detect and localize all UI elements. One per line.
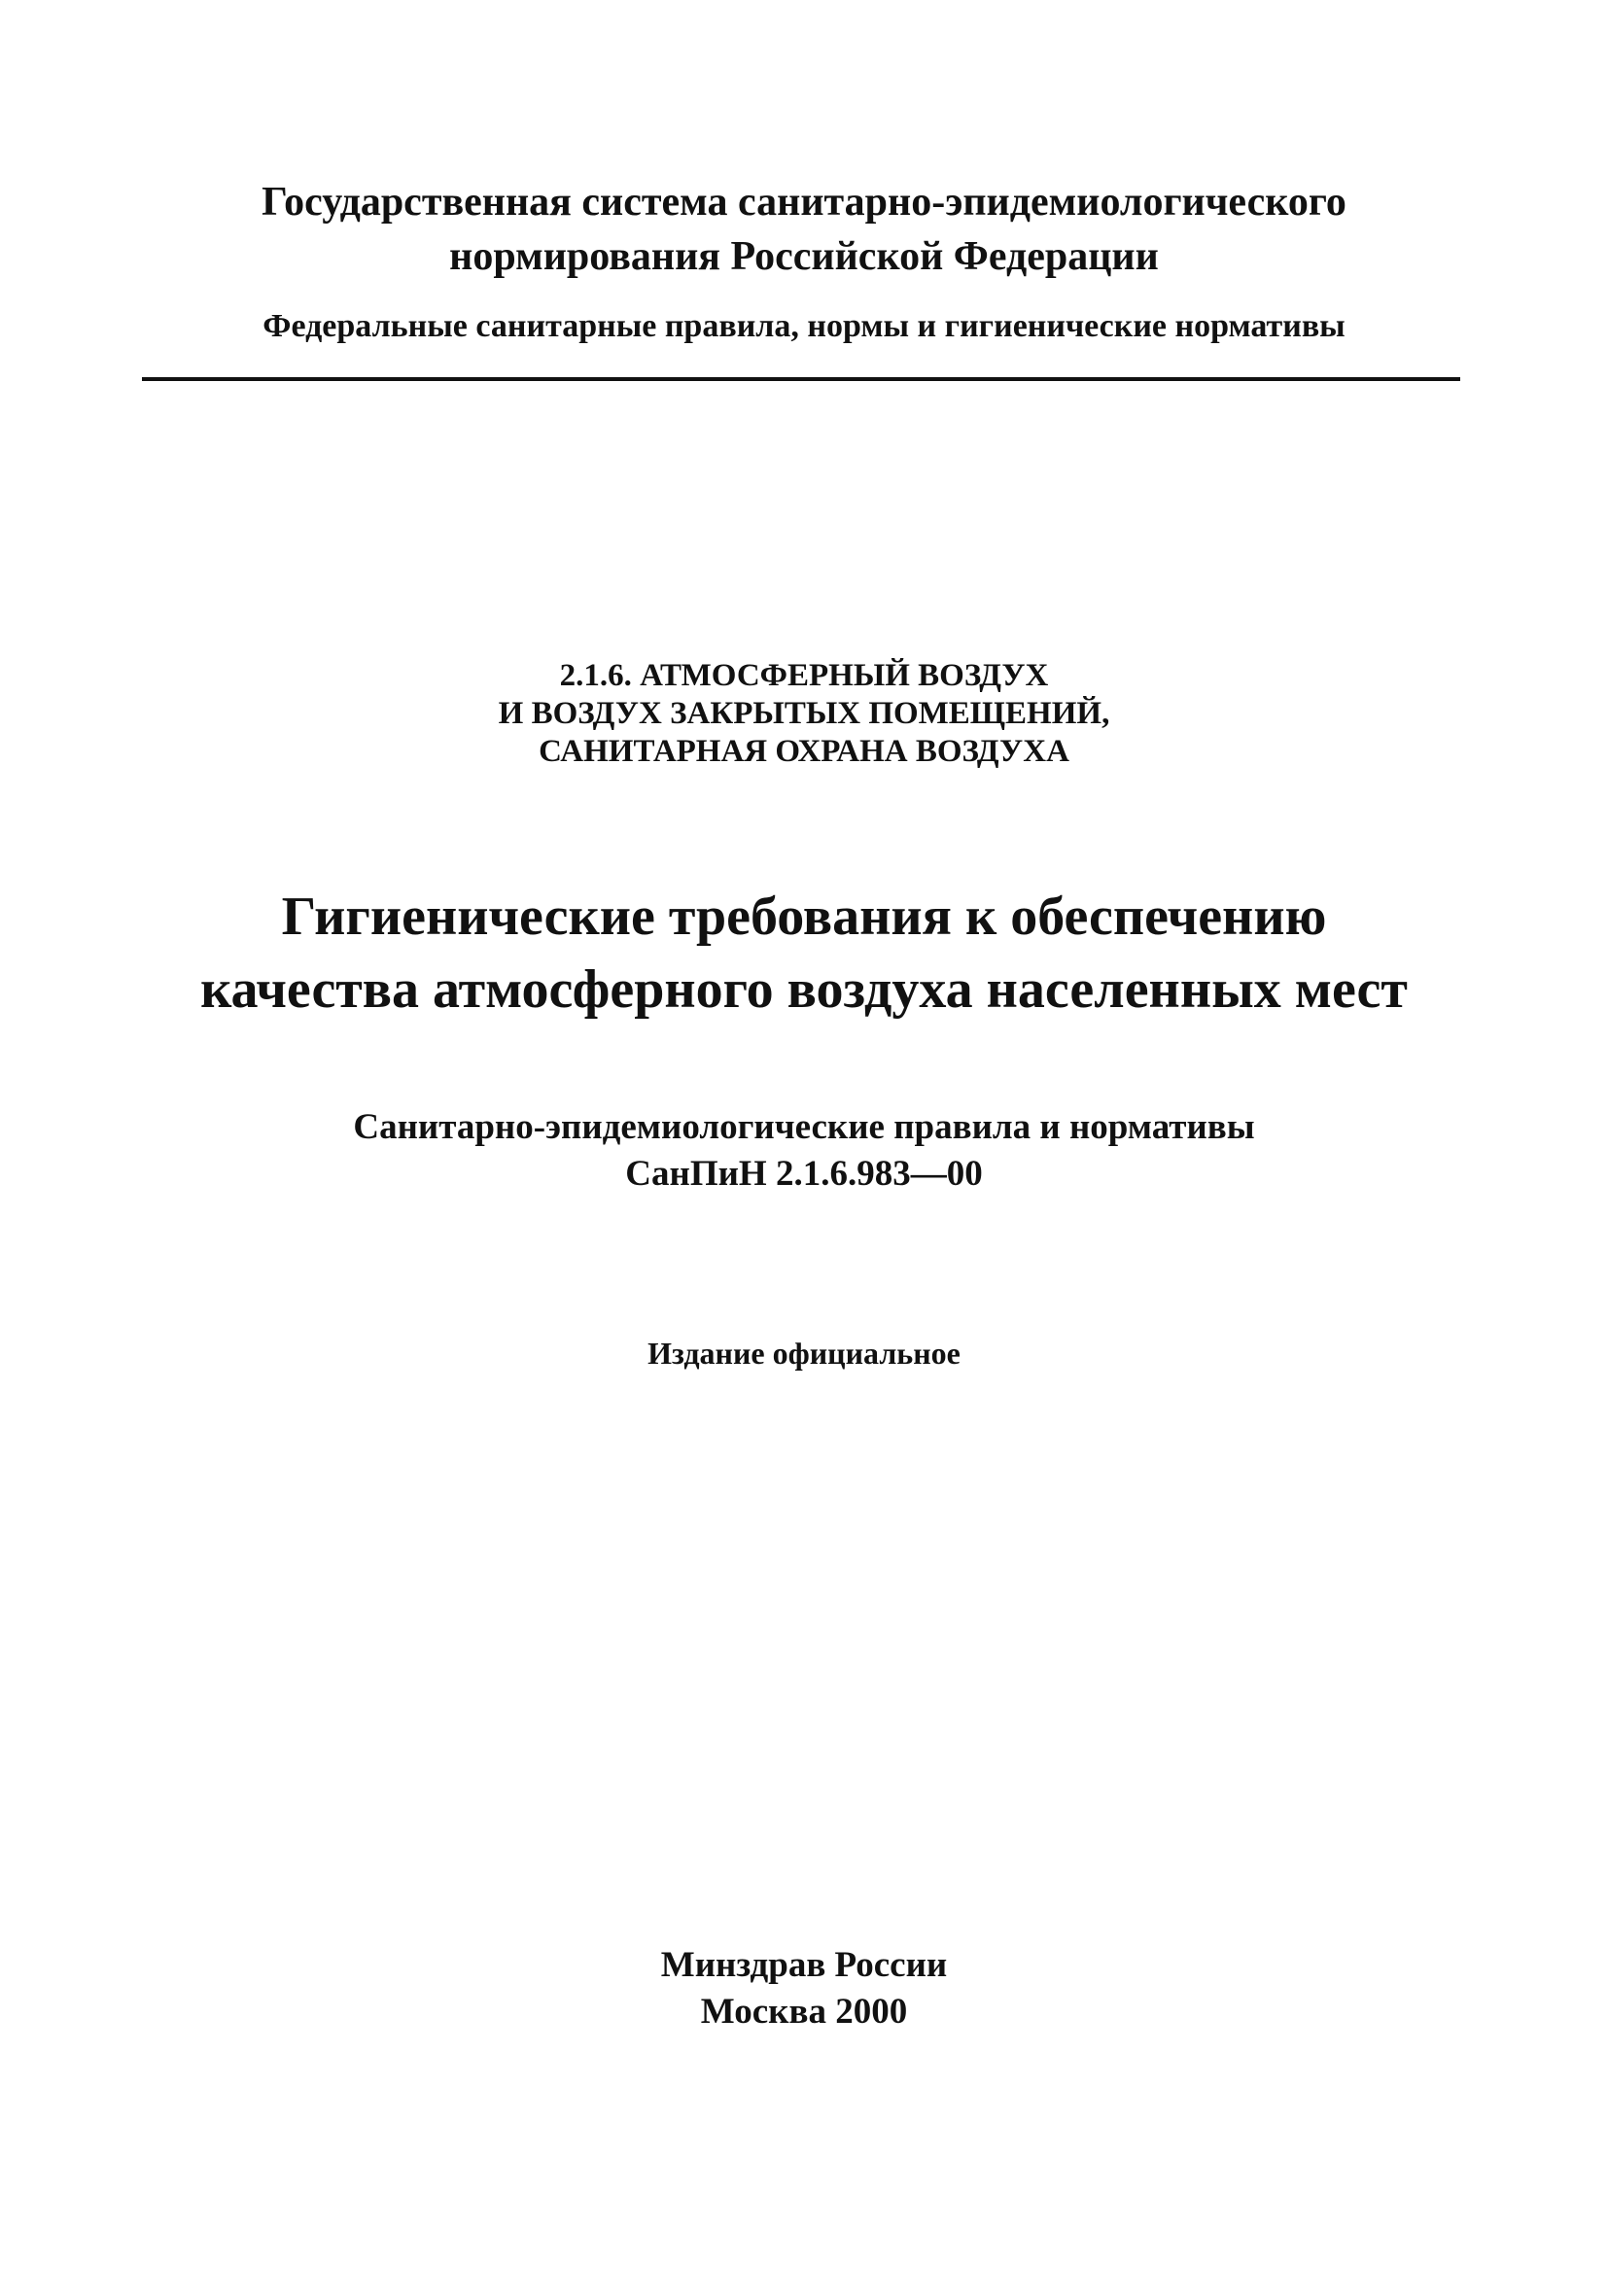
- section-heading: [0, 657, 1608, 771]
- publisher-block: [0, 1942, 1608, 2035]
- title-line-2: качества атмосферного воздуха населенных мест: [200, 959, 1408, 1020]
- document-type: [0, 1104, 1608, 1198]
- header-divider: [142, 377, 1460, 381]
- document-type-label: Санитарно-эпидемиологические правила и нормативы: [353, 1107, 1255, 1147]
- section-line-1: 2.1.6. АТМОСФЕРНЫЙ ВОЗДУХ: [559, 658, 1049, 693]
- title-line-1: Гигиенические требования к обеспечению: [281, 887, 1327, 947]
- header-subtitle-text: Федеральные санитарные правила, нормы и гигиенические нормативы: [262, 308, 1346, 344]
- header-system-line-2: нормирования Российской Федерации: [449, 234, 1159, 279]
- header-subtitle: [0, 305, 1608, 348]
- section-line-3: САНИТАРНАЯ ОХРАНА ВОЗДУХА: [539, 734, 1069, 769]
- document-code: СанПиН 2.1.6.983—00: [625, 1154, 983, 1194]
- publisher-name: Минздрав России: [660, 1945, 948, 1985]
- edition-note: [0, 1334, 1608, 1373]
- header-system-title: [0, 175, 1608, 284]
- document-title: [0, 881, 1608, 1026]
- edition-text: Издание официальное: [647, 1336, 961, 1371]
- publisher-city-year: Москва 2000: [700, 1992, 908, 2032]
- header-system-line-1: Государственная система санитарно-эпидемиологического: [262, 180, 1346, 225]
- section-line-2: И ВОЗДУХ ЗАКРЫТЫХ ПОМЕЩЕНИЙ,: [498, 696, 1110, 731]
